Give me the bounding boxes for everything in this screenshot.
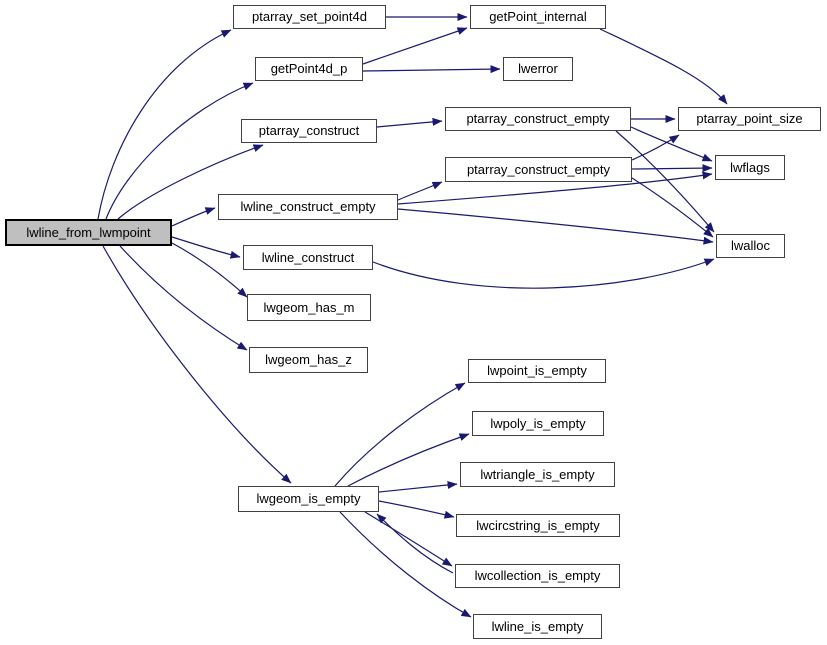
edge-ptarray_construct_empty_2-to-ptarray_point_size	[632, 135, 679, 160]
edge-lwline_from_lwmpoint-to-lwline_construct	[172, 237, 240, 257]
edge-lwgeom_is_empty-to-lwline_is_empty	[340, 512, 471, 617]
node-ptarray_construct_empty_1[interactable]: ptarray_construct_empty	[445, 107, 631, 131]
edge-lwline_from_lwmpoint-to-ptarray_set_point4d	[98, 30, 231, 219]
edge-lwline_from_lwmpoint-to-lwgeom_has_m	[172, 243, 247, 297]
edge-lwline_construct-to-lwalloc	[373, 259, 714, 288]
edge-ptarray_construct_empty_2-to-lwflags	[632, 168, 712, 169]
edge-ptarray_construct-to-ptarray_construct_empty_1	[377, 121, 442, 127]
node-lwalloc[interactable]: lwalloc	[716, 234, 785, 258]
node-lwline_is_empty[interactable]: lwline_is_empty	[473, 614, 602, 639]
edge-lwline_from_lwmpoint-to-lwgeom_has_z	[120, 246, 247, 350]
edge-lwline_construct_empty-to-lwalloc	[398, 209, 713, 242]
node-lwcircstring_is_empty[interactable]: lwcircstring_is_empty	[456, 514, 620, 537]
edge-getPoint_internal-to-ptarray_point_size	[600, 29, 727, 104]
node-lwgeom_has_z[interactable]: lwgeom_has_z	[249, 347, 368, 373]
node-ptarray_set_point4d[interactable]: ptarray_set_point4d	[233, 5, 386, 29]
node-lwline_construct[interactable]: lwline_construct	[243, 245, 373, 270]
edge-lwgeom_is_empty-to-lwpoint_is_empty	[335, 383, 465, 486]
edge-ptarray_construct_empty_2-to-lwalloc	[632, 178, 713, 237]
node-lwgeom_is_empty[interactable]: lwgeom_is_empty	[238, 486, 379, 512]
node-lwpoint_is_empty[interactable]: lwpoint_is_empty	[468, 359, 606, 383]
node-ptarray_construct[interactable]: ptarray_construct	[241, 119, 377, 143]
node-ptarray_construct_empty_2[interactable]: ptarray_construct_empty	[445, 157, 632, 182]
edge-lwgeom_is_empty-to-lwtriangle_is_empty	[379, 484, 457, 492]
node-getPoint_internal[interactable]: getPoint_internal	[470, 5, 606, 29]
node-lwgeom_has_m[interactable]: lwgeom_has_m	[247, 294, 371, 321]
edge-lwgeom_is_empty-to-lwcircstring_is_empty	[379, 501, 454, 517]
node-lwline_from_lwmpoint: lwline_from_lwmpoint	[5, 219, 172, 246]
edge-getPoint4d_p-to-getPoint_internal	[363, 28, 467, 64]
node-lwline_construct_empty[interactable]: lwline_construct_empty	[218, 194, 398, 220]
node-lwflags[interactable]: lwflags	[715, 155, 785, 180]
node-lwcollection_is_empty[interactable]: lwcollection_is_empty	[455, 564, 620, 588]
call-graph-edges	[98, 17, 727, 617]
edge-lwgeom_is_empty-to-lwpoly_is_empty	[348, 434, 469, 486]
node-ptarray_point_size[interactable]: ptarray_point_size	[678, 107, 821, 131]
edge-lwline_from_lwmpoint-to-lwline_construct_empty	[172, 208, 215, 226]
node-lwerror[interactable]: lwerror	[503, 57, 573, 81]
edge-lwgeom_is_empty-to-lwcollection_is_empty	[365, 512, 452, 566]
edge-lwcollection_is_empty-to-lwgeom_is_empty	[377, 514, 453, 573]
node-lwtriangle_is_empty[interactable]: lwtriangle_is_empty	[460, 462, 615, 487]
node-lwpoly_is_empty[interactable]: lwpoly_is_empty	[472, 411, 604, 436]
node-getPoint4d_p[interactable]: getPoint4d_p	[255, 57, 363, 81]
edge-lwline_construct_empty-to-ptarray_construct_empty_2	[398, 182, 442, 200]
edge-getPoint4d_p-to-lwerror	[363, 69, 500, 71]
